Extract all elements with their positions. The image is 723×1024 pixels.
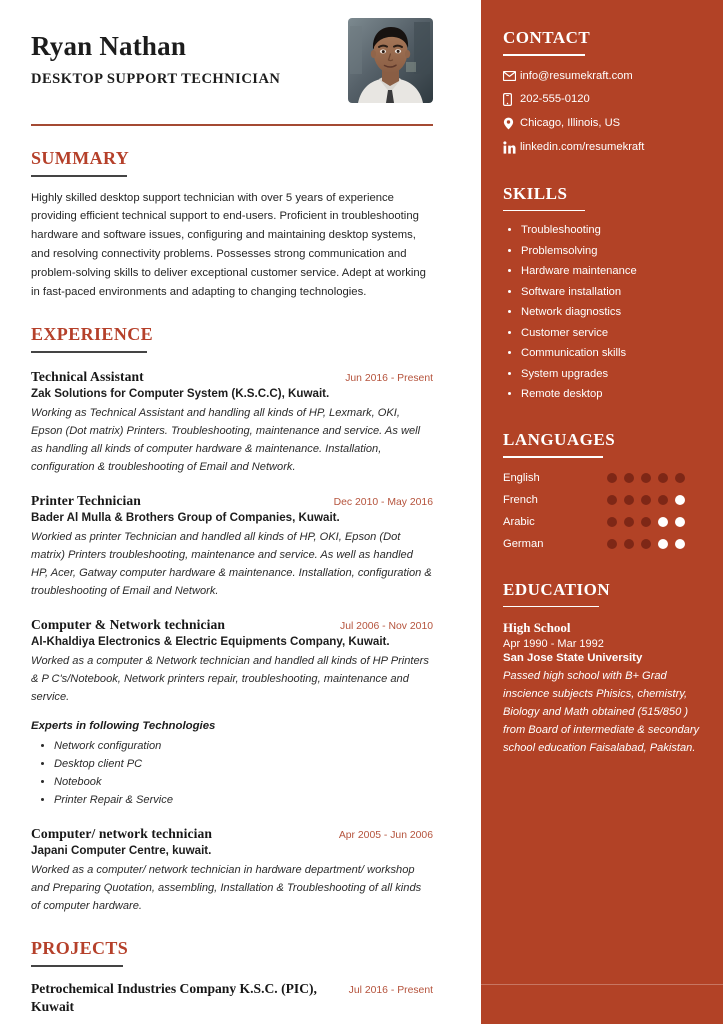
experience-description: Workied as printer Technician and handled all kinds of HP, OKI, Epson (Dot matrix) Printers troubleshooting, maintenance and service. As well as handled HP, Acer, Gatway computer hardware & maintenance. Installation, configuration & troubleshooting of Email and Network. <box>31 531 432 598</box>
rating-dot-empty <box>658 539 668 549</box>
language-rating-dots <box>607 539 685 549</box>
skill-item: • Problemsolving <box>521 245 723 257</box>
sidebar-bottom-divider <box>481 984 723 985</box>
rating-dot-filled <box>641 517 651 527</box>
skills-list <box>503 224 723 400</box>
skill-item: • Software installation <box>521 286 723 298</box>
education-heading-rule <box>503 606 599 608</box>
rating-dot-empty <box>675 517 685 527</box>
education-section <box>503 580 723 758</box>
rating-dot-filled <box>607 473 617 483</box>
language-name: German <box>503 537 544 550</box>
skills-section <box>503 184 723 401</box>
language-item <box>503 538 723 550</box>
contact-item-linkedin[interactable] <box>503 141 723 154</box>
technology-item: • Desktop client PC <box>54 756 433 774</box>
candidate-job-title: DESKTOP SUPPORT TECHNICIAN <box>31 70 281 87</box>
education-description: Passed high school with B+ Grad inscience subjects Phisics, chemistry, Biology and Math obtained (515/850 ) from Board of intermediate & secondary school education Faisalabad, Pakistan. <box>503 670 700 755</box>
contact-heading-rule <box>503 54 585 56</box>
location-pin-icon <box>503 117 520 130</box>
experience-item-header <box>31 826 433 842</box>
candidate-name: Ryan Nathan <box>31 31 187 61</box>
project-item <box>31 980 433 1017</box>
rating-dot-filled <box>624 495 634 505</box>
experience-item-header <box>31 493 433 509</box>
projects-heading-rule <box>31 965 123 967</box>
skills-heading: SKILLS <box>503 183 568 203</box>
skill-item: • Troubleshooting <box>521 224 723 236</box>
project-item-header <box>31 980 433 1017</box>
project-date: Jul 2016 - Present <box>348 984 433 996</box>
rating-dot-filled <box>658 495 668 505</box>
summary-text: Highly skilled desktop support technician with over 5 years of experience providing efficient technical support to end-users. Proficient in troubleshooting hardware and software issues, configuring and maintaining desktop systems, and resolving connectivity problems. Possesses strong communication and problem-solving skills to deliver exceptional customer service. Adept at working in fast-paced environments and adapting to changing technologies. <box>31 191 426 299</box>
education-degree: High School <box>503 620 571 636</box>
experience-date: Dec 2010 - May 2016 <box>333 497 433 509</box>
resume-header <box>31 18 455 103</box>
languages-section <box>503 430 723 550</box>
experience-company: Al-Khaldiya Electronics & Electric Equipments Company, Kuwait. <box>31 635 390 649</box>
contact-list <box>503 70 723 154</box>
experience-role: Printer Technician <box>31 493 141 509</box>
language-item <box>503 494 723 506</box>
rating-dot-filled <box>607 539 617 549</box>
experience-date: Jul 2006 - Nov 2010 <box>340 621 433 633</box>
experience-description: Worked as a computer/ network technician in hardware department/ workshop and Preparing Quotation, assembling, Installation & Troubleshooting of all kinds of computer hardware. <box>31 863 422 912</box>
envelope-icon <box>503 71 520 81</box>
contact-email-value: info@resumekraft.com <box>520 69 633 82</box>
education-item <box>503 620 723 758</box>
technology-item: • Notebook <box>54 774 433 792</box>
education-dates: Apr 1990 - Mar 1992 <box>503 638 604 651</box>
technology-item: • Network configuration <box>54 738 433 756</box>
language-rating-dots <box>607 495 685 505</box>
skill-item: • System upgrades <box>521 368 723 380</box>
rating-dot-filled <box>641 539 651 549</box>
experience-role: Computer & Network technician <box>31 617 226 633</box>
rating-dot-filled <box>607 495 617 505</box>
experience-heading: EXPERIENCE <box>31 324 154 345</box>
projects-section <box>31 938 433 1017</box>
header-text-block <box>31 18 280 88</box>
summary-heading-rule <box>31 175 127 177</box>
education-heading: EDUCATION <box>503 579 611 599</box>
experience-date: Apr 2005 - Jun 2006 <box>338 829 433 841</box>
contact-heading: CONTACT <box>503 28 591 47</box>
education-school: San Jose State University <box>503 652 643 665</box>
skill-item: • Network diagnostics <box>521 306 723 318</box>
rating-dot-empty <box>675 539 685 549</box>
contact-linkedin-value: linkedin.com/resumekraft <box>520 141 645 154</box>
contact-phone-value: 202-555-0120 <box>520 93 590 106</box>
contact-item-location[interactable] <box>503 117 723 130</box>
rating-dot-filled <box>607 517 617 527</box>
rating-dot-filled <box>624 517 634 527</box>
rating-dot-filled <box>641 495 651 505</box>
technologies-list <box>31 738 433 810</box>
experience-company: Zak Solutions for Computer System (K.S.C.C), Kuwait. <box>31 387 330 401</box>
experience-item-header <box>31 369 433 385</box>
language-item <box>503 516 723 528</box>
experience-date: Jun 2016 - Present <box>345 373 433 385</box>
project-name: Petrochemical Industries Company K.S.C. (PIC), Kuwait <box>31 980 317 1015</box>
summary-section <box>31 148 433 303</box>
experience-heading-rule <box>31 351 147 353</box>
language-rating-dots <box>607 517 685 527</box>
contact-section <box>503 28 723 154</box>
skill-item: • Hardware maintenance <box>521 265 723 277</box>
contact-location-value: Chicago, Illinois, US <box>520 117 621 130</box>
rating-dot-filled <box>675 473 685 483</box>
contact-item-email[interactable] <box>503 70 723 82</box>
experience-item <box>31 369 433 477</box>
language-item <box>503 472 723 484</box>
languages-heading-rule <box>503 456 603 458</box>
skill-item: • Remote desktop <box>521 388 723 400</box>
languages-heading: LANGUAGES <box>503 430 616 450</box>
language-name: Arabic <box>503 515 535 528</box>
rating-dot-filled <box>624 539 634 549</box>
rating-dot-empty <box>675 495 685 505</box>
language-name: French <box>503 493 538 506</box>
experience-description: Worked as a computer & Network technician and handled all kinds of HP Printers & P C's/Notebook, Network printers repair, troubleshooting, maintenance and service. <box>31 655 429 703</box>
experience-item <box>31 826 433 916</box>
experience-company: Bader Al Mulla & Brothers Group of Companies, Kuwait. <box>31 511 340 525</box>
languages-list <box>503 472 723 550</box>
profile-photo-image <box>348 18 433 103</box>
experience-description: Working as Technical Assistant and handling all kinds of HP, Lexmark, OKI, Epson (Dot matrix) Printers. Troubleshooting, maintenance and service. As well as handling all kinds of computer hardware & maintenance. Installation, configuration & troubleshooting of Email and Network. <box>31 407 421 474</box>
profile-photo <box>348 18 433 103</box>
experience-item-header <box>31 617 433 633</box>
experience-company: Japani Computer Centre, kuwait. <box>31 843 212 857</box>
phone-icon <box>503 93 520 106</box>
sidebar <box>481 0 723 1024</box>
rating-dot-filled <box>658 473 668 483</box>
skill-item: • Communication skills <box>521 347 723 359</box>
rating-dot-filled <box>624 473 634 483</box>
experience-role: Technical Assistant <box>31 369 144 385</box>
experience-role: Computer/ network technician <box>31 825 213 841</box>
linkedin-icon <box>503 141 520 154</box>
projects-heading: PROJECTS <box>31 937 129 958</box>
skill-item: • Customer service <box>521 327 723 339</box>
experience-section <box>31 324 433 915</box>
technologies-heading: Experts in following Technologies <box>31 719 216 732</box>
language-rating-dots <box>607 473 685 483</box>
contact-item-phone[interactable] <box>503 93 723 106</box>
language-name: English <box>503 471 540 484</box>
summary-heading: SUMMARY <box>31 147 130 168</box>
header-divider <box>31 124 433 126</box>
technology-item: • Printer Repair & Service <box>54 792 433 810</box>
skills-heading-rule <box>503 210 585 212</box>
rating-dot-empty <box>658 517 668 527</box>
experience-item <box>31 617 433 810</box>
experience-item <box>31 493 433 601</box>
rating-dot-filled <box>641 473 651 483</box>
